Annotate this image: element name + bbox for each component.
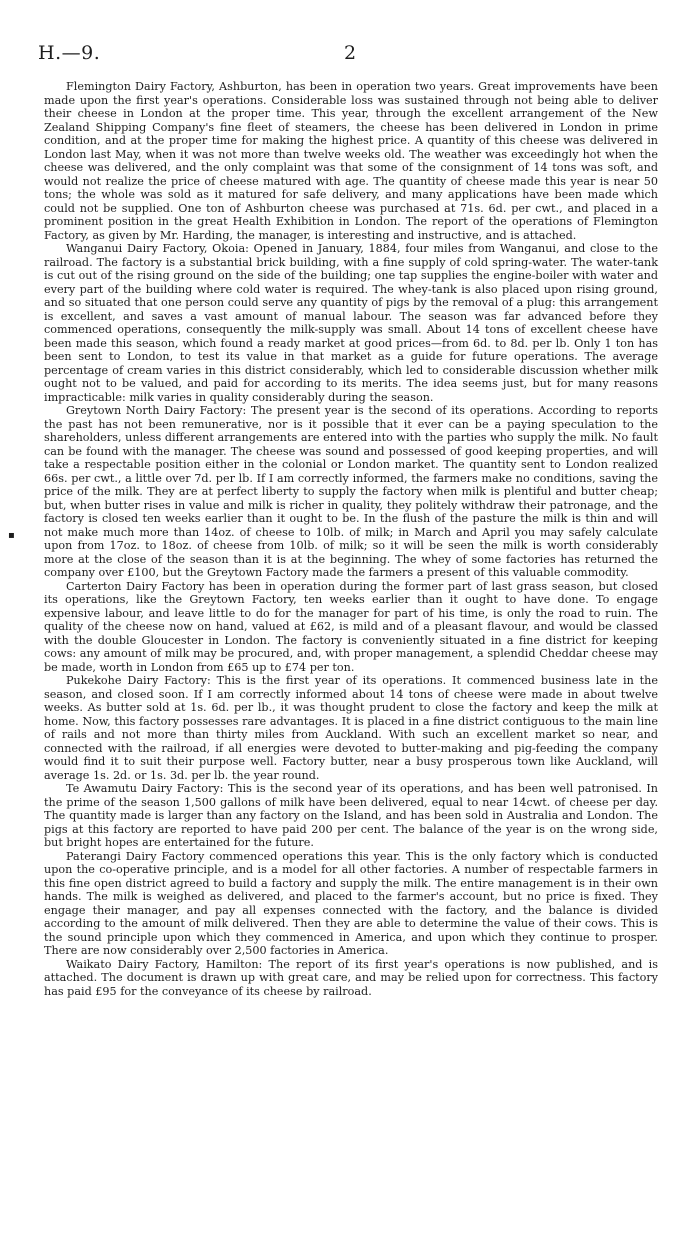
paragraph-flemington: Flemington Dairy Factory, Ashburton, has been in operation two years. Great improvements have been made upon the first year's operations. Considerable loss was sustained through not being able to deliver their cheese in London at the proper time. This year, through the excellent arrangement of the New Zealand Shipping Company's fine fleet of steamers, the cheese has been delivered in London in prime condition, and at the proper time for making the highest price. A quantity of this cheese was delivered in London last May, when it was not more than twelve weeks old. The weather was exceedingly hot when the cheese was delivered, and the only complaint was that some of the consignment of 14 tons was soft, and would not realize the price of cheese matured with age. The quantity of cheese made this year is near 50 tons; the whole was sold as it matured for safe delivery, and many applications have been made which could not be supplied. One ton of Ashburton cheese was purchased at 71s. 6d. per cwt., and placed in a prominent position in the great Health Exhibition in London. The report of the operations of Flemington Factory, as given by Mr. Harding, the manager, is interesting and instructive, and is attached. xyxy=(44,80,658,242)
paragraph-carterton: Carterton Dairy Factory has been in operation during the former part of last grass season, but closed its operations, like the Greytown Factory, ten weeks earlier than it ought to have done. To engage expensive labour, and leave little to do for the manager for part of his time, is only the road to ruin. The quality of the cheese now on hand, valued at £62, is mild and of a pleasant flavour, and would be classed with the double Gloucester in London. The factory is conveniently situated in a fine district for keeping cows: any amount of milk may be procured, and, with proper management, a splendid Cheddar cheese may be made, worth in London from £65 up to £74 per ton. xyxy=(44,579,658,674)
paragraph-paterangi: Paterangi Dairy Factory commenced operations this year. This is the only factory which is conducted upon the co-operative principle, and is a model for all other factories. A number of respectable farmers in this fine open district agreed to build a factory and supply the milk. The entire management is in their own hands. The milk is weighed as delivered, and placed to the farmer's account, but no price is fixed. They engage their manager, and pay all expenses connected with the factory, and the balance is divided according to the amount of milk delivered. Then they are able to determine the value of their cows. This is the sound principle upon which they commenced in America, and upon which they continue to prosper. There are now considerably over 2,500 factories in America. xyxy=(44,849,658,957)
page-header xyxy=(38,42,662,72)
margin-dot: ▪ xyxy=(8,530,15,541)
paragraph-greytown: Greytown North Dairy Factory: The present year is the second of its operations. According to reports the past has not been remunerative, nor is it possible that it ever can be a paying speculation to the shareholders, unless different arrangements are entered into with the parties who supply the milk. No fault can be found with the manager. The cheese was sound and possessed of good keeping properties, and will take a respectable position either in the colonial or London market. The quantity sent to London realized 66s. per cwt., a little over 7d. per lb. If I am correctly informed, the farmers make no conditions, saving the price of the milk. They are at perfect liberty to supply the factory when milk is plentiful and butter cheap; but, when butter rises in value and milk is richer in quality, they politely withdraw their patronage, and the factory is closed ten weeks earlier than it ought to be. In the flush of the pasture the milk is thin and will not make much more than 14oz. of cheese to 10lb. of milk; in March and April you may safely calculate upon from 17oz. to 18oz. of cheese from 10lb. of milk; so it will be seen the milk is worth considerably more at the close of the season than it is at the beginning. The whey of some factories has returned the company over £100, but the Greytown Factory made the farmers a present of this valuable commodity. xyxy=(44,404,658,579)
paragraph-waikato: Waikato Dairy Factory, Hamilton: The report of its first year's operations is now published, and is attached. The document is drawn up with great care, and may be relied upon for correctness. This factory has paid £95 for the conveyance of its cheese by railroad. xyxy=(44,957,658,998)
paragraph-wanganui: Wanganui Dairy Factory, Okoia: Opened in January, 1884, four miles from Wanganui, and close to the railroad. The factory is a substantial brick building, with a fine supply of cold spring-water. The water-tank is cut out of the rising ground on the side of the building; one tap supplies the engine-boiler with water and every part of the building where cold water is required. The whey-tank is also placed upon rising ground, and so situated that one person could serve any quantity of pigs by the removal of a plug: this arrangement is excellent, and saves a vast amount of manual labour. The season was far advanced before they commenced operations, consequently the milk-supply was small. About 14 tons of excellent cheese have been made this season, which found a ready market at good prices—from 6d. to 8d. per lb. Only 1 ton has been sent to London, to test its value in that market as a guide for future operations. The average percentage of cream varies in this district considerably, which led to considerable discussion whether milk ought not to be valued, and paid for according to its merits. The idea seems just, but for many reasons impracticable: milk varies in quality considerably during the season. xyxy=(44,242,658,404)
paragraph-pukekohe: Pukekohe Dairy Factory: This is the first year of its operations. It commenced business late in the season, and closed soon. If I am correctly informed about 14 tons of cheese were made in about twelve weeks. As butter sold at 1s. 6d. per lb., it was thought prudent to close the factory and keep the milk at home. Now, this factory possesses rare advantages. It is placed in a fine district contiguous to the main line of rails and not more than thirty miles from Auckland. With such an excellent market so near, and connected with the railroad, if all energies were devoted to butter-making and pig-feeding the company would find it to suit their purpose well. Factory butter, near a busy prosperous town like Auckland, will average 1s. 2d. or 1s. 3d. per lb. the year round. xyxy=(44,674,658,782)
report-body xyxy=(44,80,658,998)
paragraph-te-awamutu: Te Awamutu Dairy Factory: This is the second year of its operations, and has been well patronised. In the prime of the season 1,500 gallons of milk have been delivered, equal to near 14cwt. of cheese per day. The quantity made is larger than any factory on the Island, and has been sold in Australia and London. The pigs at this factory are reported to have paid 200 per cent. The balance of the year is on the wrong side, but bright hopes are entertained for the future. xyxy=(44,782,658,849)
report-reference: H.—9. xyxy=(38,42,101,64)
page-number: 2 xyxy=(343,42,357,64)
